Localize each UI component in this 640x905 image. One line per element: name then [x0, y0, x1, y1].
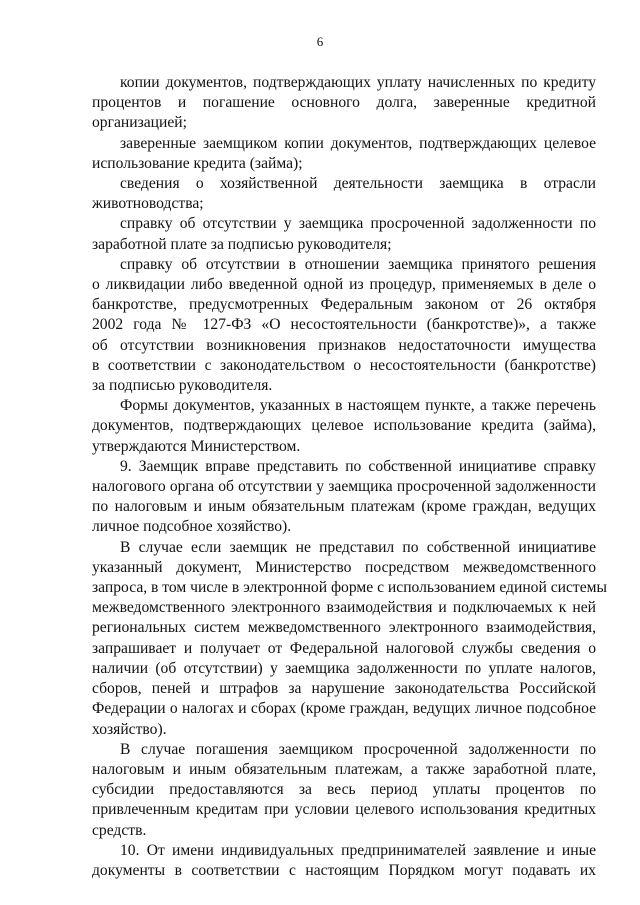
- text-line: межведомственного электронного взаимодействия и подключаемых к ней: [92, 599, 596, 617]
- text-line: средств.: [92, 821, 147, 839]
- paragraph-economic-activity: [92, 174, 596, 214]
- text-line: по налоговым и иным обязательным платежам (кроме граждан, ведущих: [92, 498, 596, 516]
- paragraph-wage-arrears-certificate: [92, 214, 596, 254]
- paragraph-interagency-request: [92, 538, 607, 740]
- text-line: заверенные заемщиком копии документов, подтверждающих целевое: [120, 134, 596, 152]
- text-line: справку об отсутствии у заемщика просроченной задолженности по: [120, 215, 596, 233]
- text-line: сведения о хозяйственной деятельности заемщика в отрасли: [120, 175, 596, 193]
- text-line: о ликвидации либо введенной одной из процедур, применяемых в деле о: [92, 276, 596, 294]
- text-line: 9. Заемщик вправе представить по собственной инициативе справку: [120, 457, 596, 475]
- text-line: копии документов, подтверждающих уплату начисленных по кредиту: [120, 74, 596, 91]
- text-line: налоговым и иным обязательным платежам, а также заработной плате,: [92, 760, 596, 778]
- text-line: документы в соответствии с настоящим Порядком могут подавать их: [92, 861, 596, 879]
- text-line: запрашивает и получает от Федеральной налоговой службы сведения о: [92, 639, 596, 657]
- text-line: за подписью руководителя.: [92, 377, 273, 395]
- text-line: субсидии предоставляются за весь период уплаты процентов по: [92, 781, 596, 799]
- text-line: личное подсобное хозяйство).: [92, 518, 292, 536]
- text-line: привлеченным кредитам при условии целевого использования кредитных: [92, 801, 596, 819]
- paragraph-document-forms: [92, 396, 596, 457]
- text-line: в соответствии с законодательством о несостоятельности (банкротстве): [92, 356, 596, 374]
- page-number: 6: [316, 34, 324, 49]
- text-line: использование кредита (займа);: [92, 154, 303, 172]
- text-line: запроса, в том числе в электронной форме с использованием единой системы: [92, 579, 607, 597]
- text-line: банкротстве, предусмотренных Федеральным законом от 26 октября: [92, 296, 596, 314]
- text-line: документов, подтверждающих целевое использование кредита (займа),: [92, 417, 596, 435]
- text-line: региональных систем межведомственного электронного взаимодействия,: [92, 619, 596, 637]
- text-line: об отсутствии возникновения признаков недостаточности имущества: [92, 336, 596, 354]
- paragraph-item-9: [92, 457, 596, 538]
- text-line: сборов, пеней и штрафов за нарушение законодательства Российской: [92, 680, 596, 698]
- text-line: Федерации о налогах и сборах (кроме граждан, ведущих личное подсобное: [92, 700, 596, 718]
- text-line: В случае погашения заемщиком просроченной задолженности по: [120, 740, 596, 758]
- text-line: заработной плате за подписью руководителя;: [92, 235, 392, 253]
- text-line: указанный документ, Министерство посредством межведомственного: [92, 558, 596, 576]
- text-line: В случае если заемщик не представил по собственной инициативе: [120, 538, 596, 556]
- text-line: процентов и погашение основного долга, заверенные кредитной: [92, 94, 596, 112]
- document-body: [92, 73, 607, 881]
- text-line: 10. От имени индивидуальных предпринимателей заявление и иные: [120, 841, 596, 859]
- text-line: справку об отсутствии в отношении заемщика принятого решения: [120, 255, 596, 273]
- paragraph-item-10: [92, 841, 596, 881]
- paragraph-debt-repayment: [92, 740, 596, 841]
- text-line: организацией;: [92, 114, 187, 132]
- text-line: хозяйство).: [92, 720, 167, 738]
- paragraph-target-use-copies: [92, 134, 596, 174]
- text-line: наличии (об отсутствии) у заемщика задолженности по уплате налогов,: [92, 659, 596, 677]
- text-line: 2002 года № 127-ФЗ «О несостоятельности (банкротстве)», а также: [92, 316, 596, 334]
- paragraph-liquidation-certificate: [92, 255, 596, 396]
- text-line: животноводства;: [92, 195, 204, 213]
- text-line: Формы документов, указанных в настоящем пункте, а также перечень: [120, 397, 596, 415]
- text-line: налогового органа об отсутствии у заемщика просроченной задолженности: [92, 478, 596, 496]
- paragraph-loan-payment-docs: [92, 73, 596, 134]
- text-line: утверждаются Министерством.: [92, 437, 301, 455]
